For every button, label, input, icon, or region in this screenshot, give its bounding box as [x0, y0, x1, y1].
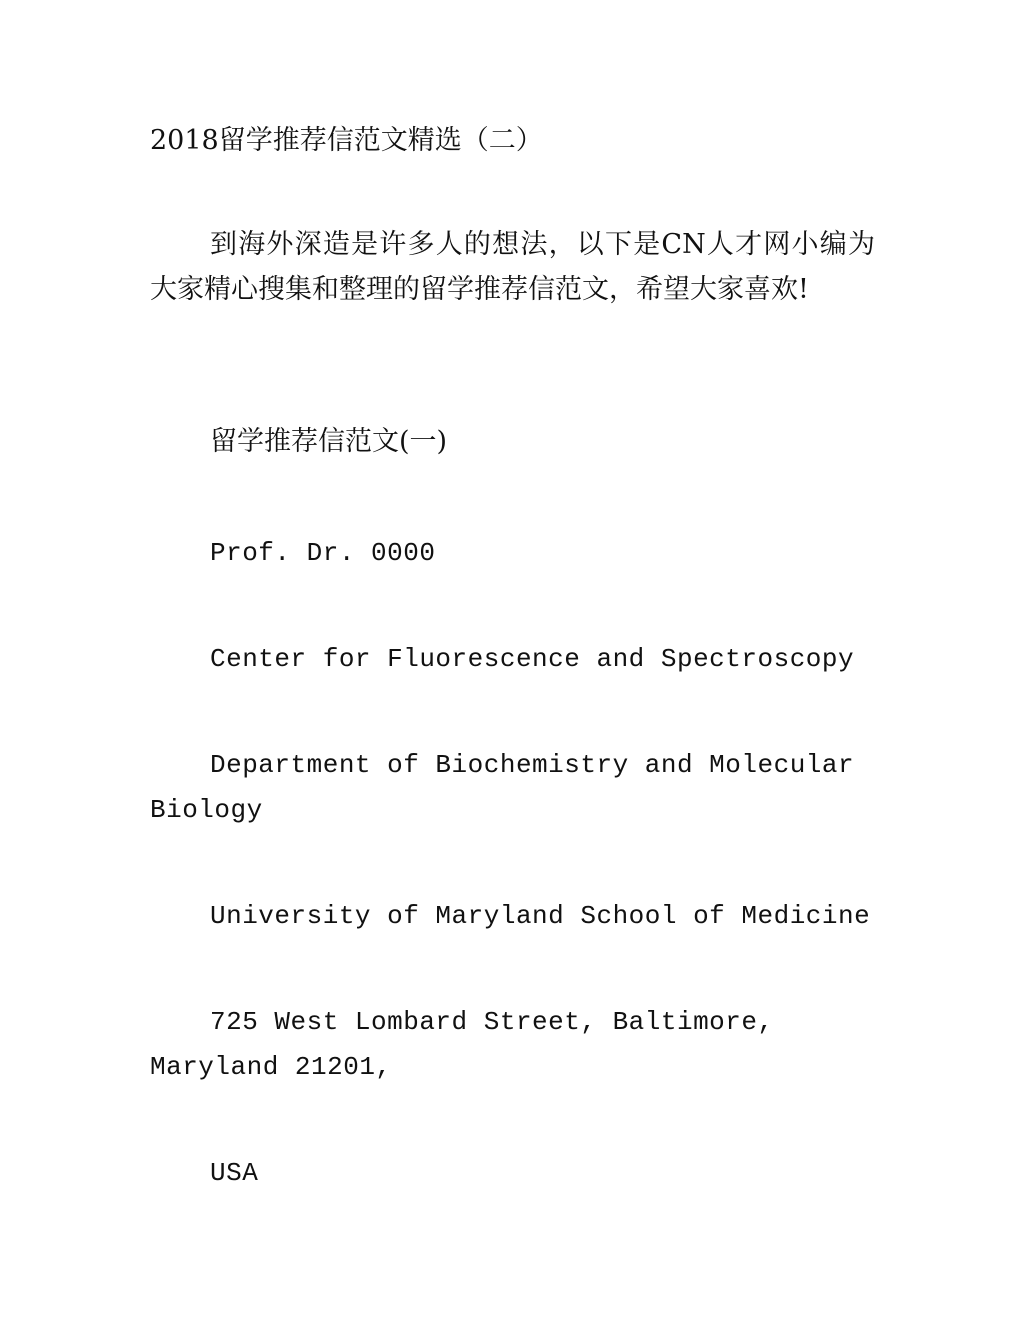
document-title: 2018留学推荐信范文精选（二） [150, 125, 543, 156]
address-university: University of Maryland School of Medicine [210, 901, 871, 931]
address-name: Prof. Dr. 0000 [210, 538, 436, 568]
address-department: Department of Biochemistry and Molecular Biology [150, 750, 871, 825]
address-center: Center for Fluorescence and Spectroscopy [210, 644, 855, 674]
address-street: 725 West Lombard Street, Baltimore, Maryland 21201, [150, 1007, 790, 1082]
intro-paragraph: 到海外深造是许多人的想法，以下是CN人才网小编为大家精心搜集和整理的留学推荐信范文，希望大家喜欢! [150, 229, 875, 305]
address-country: USA [210, 1158, 259, 1188]
section-heading: 留学推荐信范文(一) [210, 426, 448, 457]
